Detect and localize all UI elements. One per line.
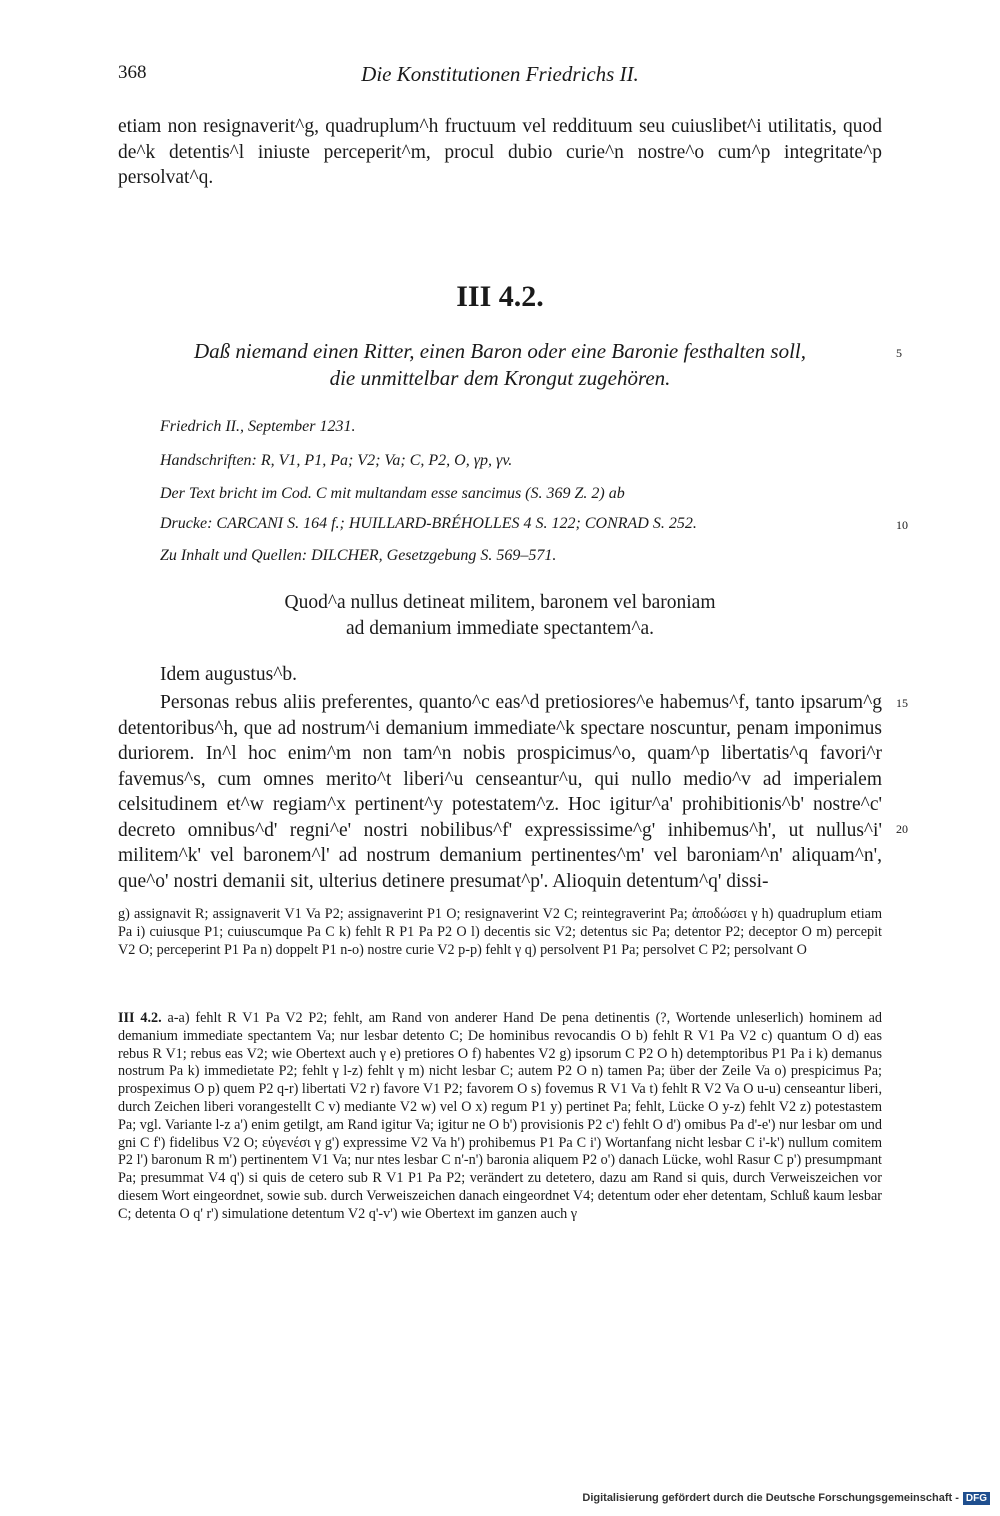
main-paragraph: Personas rebus aliis preferentes, quanto^c eas^d pretiosiores^e habemus^f, tanto ipsarum^g detentoribus^h, que ad nostrum^i demanium immediate^k spectare noscuntur, penam imponimus duriorem. In^l hoc enim^m non tam^n nobis prospicimus^o, quam^p libertatis^q favori^r favemus^s, cum omnes merito^t liberi^u censeantur^u, qui nullo medio^v ad imperialem celsitudinem et^w regiam^x pertinent^y potestatem^z. Hoc igitur^a' prohibitionis^b' nostre^c' decreto omnibus^d' regni^e' nostri nobilibus^f' expressissime^g' inhibemus^h', ut nullus^i' militem^k' vel baronem^l' ad nostrum demanium pertinentes^m' vel baroniam^n' aliquam^n', que^o' nostri demanii sit, ulterius detinere presumat^p'. Alioquin detentum^q' dissi- [118, 692, 882, 892]
rubric-line-1: Daß niemand einen Ritter, einen Baron oder eine Baronie festhalten soll, [194, 339, 806, 363]
incipit [118, 590, 882, 642]
footer-credit [582, 1492, 990, 1505]
apparatus-entries: a-a) fehlt R V1 Pa V2 P2; fehlt, am Rand von anderer Hand De pena detinentis (?, Wortende unleserlich) hominem ad demanium immediate spectantem Va; nur lesbar detento C; De hominibus revocandis O b) fehlt R V1 Pa V2 c) quantum O d) eas rebus R V1; rebus eas V2; wie Obertext auch γ e) pretiores O f) habentes V2 g) ipsorum C P2 O h) detemptoribus P1 Pa i k) demanus nostrum Pa k) immedietate P2; fehlt γ l-z) fehlt γ m) nicht lesbar C; autem P2 O n) tamen Pa; über der Zeile Va o) prespicimus Pa; prospeximus O p) quem P2 q-r) libertati V2 r) favore V1 P2; favorem O s) fovemus R V1 Va t) fehlt R V2 Va O u-u) censeantur liberi, durch Zeichen liberi vorangestellt C v) mediante V2 w) vel O x) regum P1 y) pertinet Pa; fehlt, Lücke O y-z) fehlt V2 z) potestastem Pa; vgl. Variante l-z a') enim getilgt, am Rand igitur Va; igitur ne O b') provisionis P2 c') fehlt O d') omibus Pa d'-e') nur lesbar om und gni C f') fidelibus V2 O; εὐγενέσι γ g') expressime V2 Va h') prohibemus P1 Pa C i') Wortanfang nicht lesbar C i'-k') nullum comitem P2 l') baronum R m') pertinentem V1 Va; nur ntes lesbar C n'-n') baronia aliquem P2 o') danach Lücke, wohl Rasur C p') presumpmant Pa; presummat V4 q') si quis de cetero sub R V1 P1 Pa P2; verändert zu detetero, dazu am Rand si quis, durch Verweiszeichen vor diesem Wort eingeordnet, sowie sub. durch Verweiszeichen danach eingeordnet V4; detentum oder eher detentam, Schluß kaum lesbar C; detenta O q' r') simulatione detentum V2 q'-v') wie Obertext im ganzen auch γ [118, 1010, 882, 1222]
line-number-5: 5 [896, 346, 902, 360]
main-text [118, 690, 882, 894]
meta-text-break: Der Text bricht im Cod. C mit multandam esse sancimus (S. 369 Z. 2) ab [160, 485, 625, 502]
rubric-line-2: die unmittelbar dem Krongut zugehören. [329, 366, 671, 390]
line-number-20: 20 [896, 822, 908, 836]
apparatus-previous-text: g) assignavit R; assignaverit V1 Va P2; assignaverint P1 O; resignaverint V2 C; reintegraverint Pa; ἀποδώσει γ h) quadruplum etiam Pa i) cuiusque P1; cuiuscumque Pa C k) fehlt R P1 Pa P2 O l) decentis sic V2; detentus sic Pa; detentor P2; deceptor O m) percepit V2 O; perceperint P1 Pa n) doppelt P1 n-o) nostre curie V2 p-p) fehlt γ q) persolvent P1 Pa; persolvet C P2; persolvant O [118, 906, 882, 958]
running-title: Die Konstitutionen Friedrichs II. [361, 62, 639, 86]
meta-sources: Zu Inhalt und Quellen: DILCHER, Gesetzgebung S. 569–571. [160, 547, 557, 564]
line-number-10: 10 [896, 518, 908, 532]
meta-manuscripts: Handschriften: R, V1, P1, Pa; V2; Va; C, P2, O, γp, γv. [160, 452, 513, 469]
footer-text: Digitalisierung gefördert durch die Deutsche Forschungsgemeinschaft - [582, 1492, 959, 1504]
dfg-logo: DFG [963, 1492, 990, 1505]
apparatus-label: III 4.2. [118, 1010, 162, 1026]
section-title: III 4.2. [456, 280, 544, 313]
idem-line: Idem augustus^b. [160, 664, 297, 685]
page-header [118, 62, 882, 92]
line-number-15: 15 [896, 696, 908, 710]
rubric [118, 338, 882, 392]
apparatus-current [118, 1010, 882, 1224]
intro-paragraph [118, 114, 882, 191]
intro-text: etiam non resignaverit^g, quadruplum^h fructuum vel reddituum seu cuiuslibet^i utilitatis, quod de^k detentis^l iniuste perceperit^m, procul dubio curie^n nostre^o cum^p integritate^p persolvat^q. [118, 116, 882, 188]
incipit-line-2: ad demanium immediate spectantem^a. [345, 618, 655, 639]
meta-prints: Drucke: CARCANI S. 164 f.; HUILLARD-BRÉHOLLES 4 S. 122; CONRAD S. 252. [160, 515, 697, 532]
meta-date: Friedrich II., September 1231. [160, 418, 356, 435]
incipit-line-1: Quod^a nullus detineat militem, baronem vel baroniam [284, 592, 716, 613]
apparatus-current-text [118, 1010, 882, 1224]
page-number: 368 [118, 62, 147, 83]
apparatus-previous [118, 906, 882, 959]
